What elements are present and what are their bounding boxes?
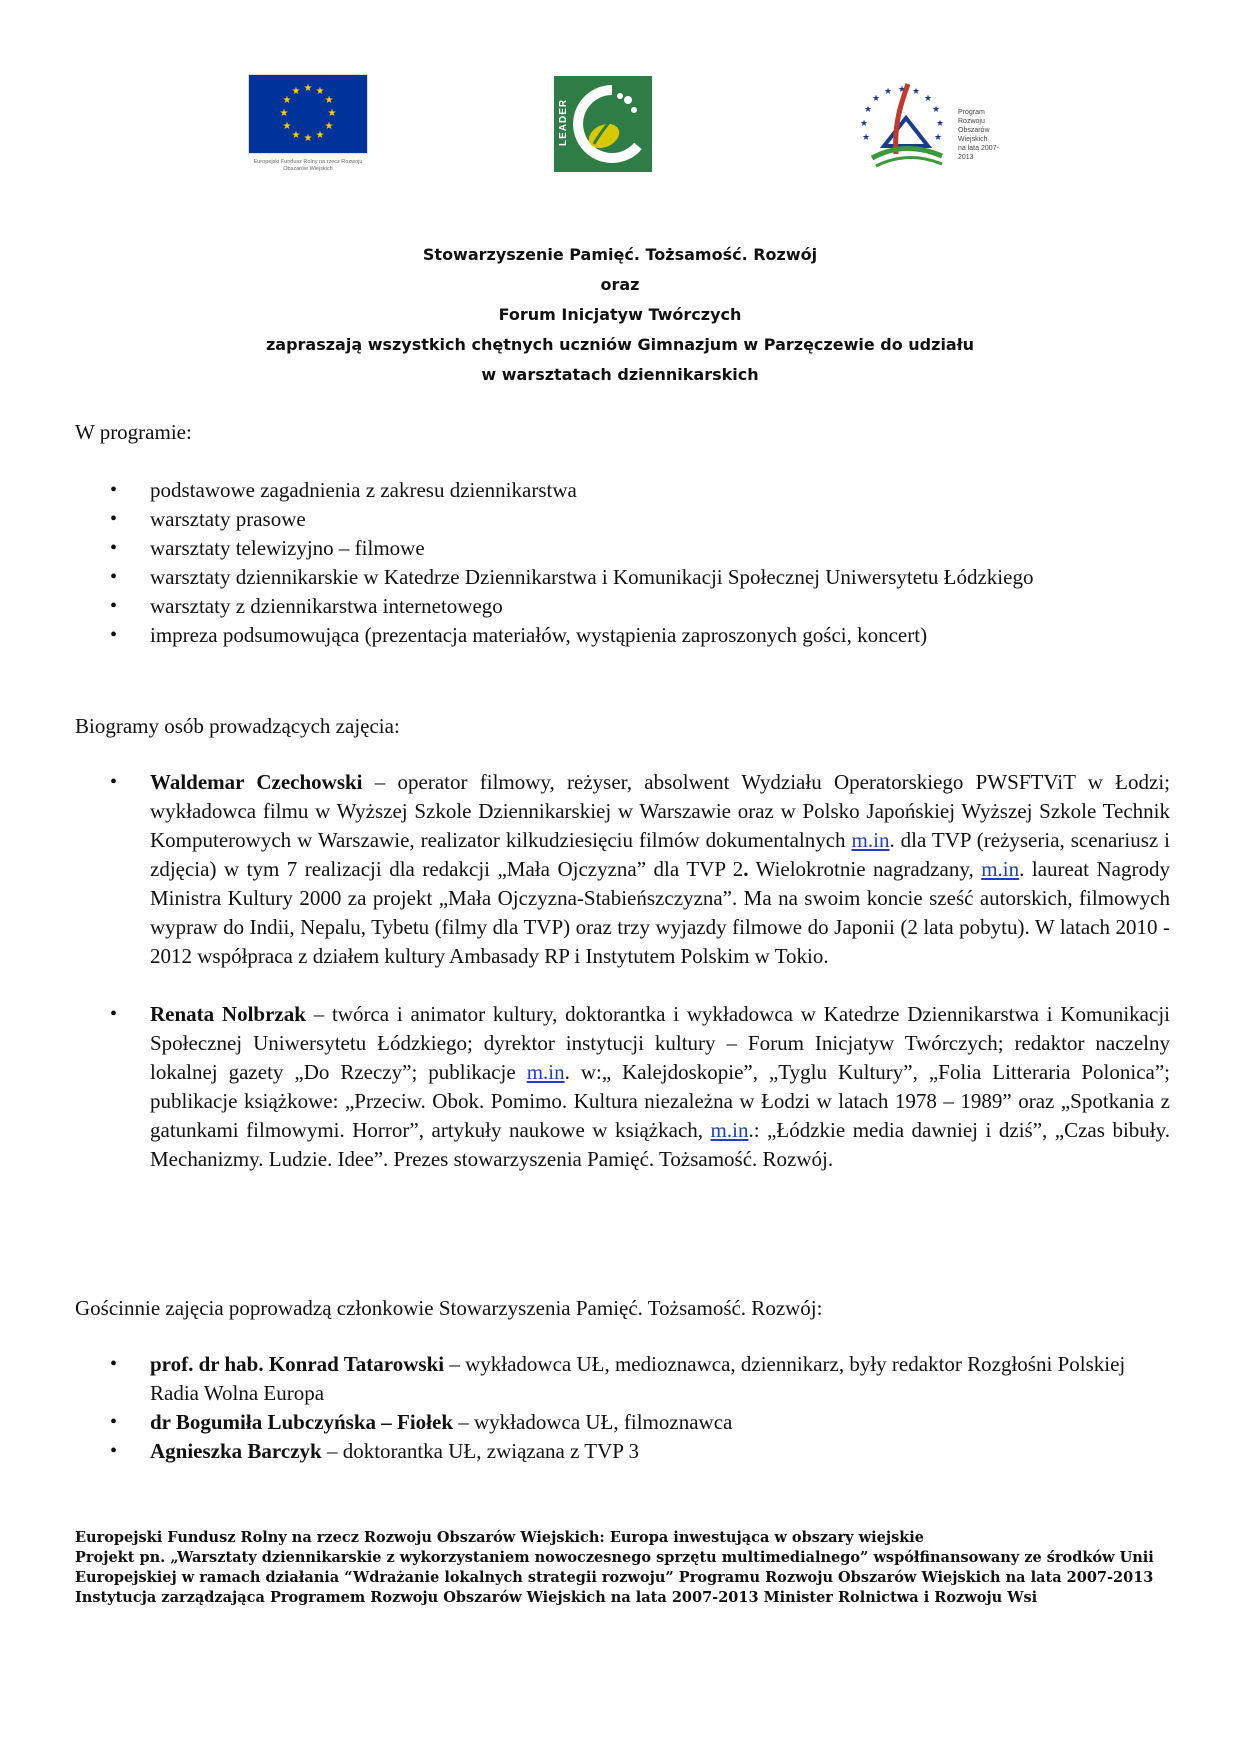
- funding-footer: [75, 1528, 1170, 1608]
- prow-caption-line: Rozwoju: [958, 118, 985, 125]
- svg-text:★: ★: [303, 83, 313, 94]
- bio-name: Renata Nolbrzak: [150, 1002, 306, 1026]
- bio-text: – operator filmowy, reżyser, absolwent Wydziału Operatorskiego PWSFTViT w Łodzi; wykładowca filmu w Wyższej Szkole Dziennikarskiej w Warszawie oraz w Polsko Japońskiej Wyższej Szkole Technik Komputerowych w Warszawie, realizator kilkudziesięciu filmów dokumentalnych: [150, 770, 1170, 852]
- header-organizer-1: Stowarzyszenie Pamięć. Tożsamość. Rozwój: [422, 245, 818, 264]
- list-item: • warsztaty telewizyjno – filmowe: [75, 534, 1170, 563]
- footer-line: Instytucja zarządzająca Programem Rozwoju Obszarów Wiejskich na lata 2007-2013 Minister Rolnictwa i Rozwoju Wsi: [75, 1589, 1038, 1606]
- prow-caption-line: Program: [958, 109, 985, 116]
- eu-logo: [248, 74, 368, 176]
- bio-nolbrzak: [75, 1000, 1170, 1174]
- prow-caption-line: na lata 2007-2013: [958, 145, 999, 161]
- bio-link[interactable]: m.in: [710, 1118, 749, 1142]
- svg-text:★: ★: [303, 133, 313, 144]
- bio-text: .: [743, 857, 749, 881]
- guest-item: [75, 1437, 1170, 1466]
- bio-text: – twórca i animator kultury, doktorantka i wykładowca w Katedrze Dziennikarstwa i Komunikacji Społecznej Uniwersytetu Łódzkiego; dyrektor instytucji kultury – Forum Inicjatyw Twórczych; redaktor naczelny lokalnej gazety „Do Rzeczy”; publikacje: [150, 1002, 1170, 1084]
- svg-text:★: ★: [324, 95, 334, 106]
- svg-text:★: ★: [282, 95, 292, 106]
- guest-name: prof. dr hab. Konrad Tatarowski: [150, 1352, 445, 1376]
- header-conjunction: oraz: [600, 275, 640, 294]
- invitation-header: [0, 240, 1240, 390]
- svg-text:★: ★: [897, 85, 907, 95]
- prow-caption-line: Wiejskich: [958, 136, 988, 143]
- programme-list: [75, 476, 1170, 650]
- guest-desc: – wykładowca UŁ, filmoznawca: [453, 1410, 733, 1434]
- bio-link[interactable]: m.in: [981, 857, 1020, 881]
- svg-text:★: ★: [859, 119, 869, 129]
- leader-emblem-icon: [554, 76, 652, 172]
- svg-text:★: ★: [931, 105, 941, 115]
- footer-line: Europejski Fundusz Rolny na rzecz Rozwoju Obszarów Wiejskich: Europa inwestująca w obszary wiejskie: [75, 1529, 925, 1546]
- list-item: • warsztaty z dziennikarstwa internetowego: [75, 592, 1170, 621]
- guests-list: [75, 1350, 1170, 1466]
- svg-text:★: ★: [315, 86, 325, 97]
- leader-logo: [554, 76, 652, 172]
- svg-text:★: ★: [327, 108, 337, 119]
- svg-text:★: ★: [291, 86, 301, 97]
- guest-name: dr Bogumiła Lubczyńska – Fiołek: [150, 1410, 454, 1434]
- header-organizer-2: Forum Inicjatyw Twórczych: [498, 305, 742, 324]
- guest-desc: – doktorantka UŁ, związana z TVP 3: [321, 1439, 639, 1463]
- svg-text:★: ★: [282, 121, 292, 132]
- svg-text:★: ★: [863, 105, 873, 115]
- eu-flag-icon: [248, 74, 368, 154]
- guest-name: Agnieszka Barczyk: [150, 1439, 322, 1463]
- svg-text:★: ★: [883, 87, 893, 97]
- prow-caption-line: Obszarów: [958, 127, 990, 134]
- svg-text:★: ★: [324, 121, 334, 132]
- header-event: w warsztatach dziennikarskich: [481, 365, 759, 384]
- bio-czechowski: [75, 768, 1170, 971]
- prow-logo: [850, 76, 1010, 174]
- header-invitation: zapraszają wszystkich chętnych uczniów Gimnazjum w Parzęczewie do udziału: [265, 335, 975, 354]
- svg-text:★: ★: [279, 108, 289, 119]
- bios-list: [75, 768, 1170, 1203]
- list-item: • warsztaty dziennikarskie w Katedrze Dziennikarstwa i Komunikacji Społecznej Uniwersytetu Łódzkiego: [75, 563, 1170, 592]
- bio-text: .: „Łódzkie media dawniej i dziś”, „Czas bibuły. Mechanizmy. Ludzie. Idee”. Prezes stowarzyszenia Pamięć. Tożsamość. Rozwój.: [150, 1118, 1170, 1171]
- guest-item: [75, 1408, 1170, 1437]
- bio-name: Waldemar Czechowski: [150, 770, 363, 794]
- svg-text:★: ★: [933, 133, 943, 143]
- guests-heading: Gościnnie zajęcia poprowadzą członkowie Stowarzyszenia Pamięć. Tożsamość. Rozwój:: [75, 1296, 823, 1320]
- svg-text:★: ★: [935, 119, 945, 129]
- bio-text: . w:„ Kalejdoskopie”, „Tyglu Kultury”, „Folia Litteraria Polonica”; publikacje książkowe: „Przeciw. Obok. Pomimo. Kultura niezależna w Łodzi w latach 1978 – 1989” oraz „Spotkania z gatunkami filmowymi. Horror”, artykuły naukowe w książkach,: [150, 1060, 1170, 1142]
- bio-text: . laureat Nagrody Ministra Kultury 2000 za projekt „Mała Ojczyzna-Stabieńszczyzna”. Ma na swoim koncie sześć autorskich, filmowych wypraw do Indii, Nepalu, Tybetu (filmy dla TVP) oraz trzy wyjazdy filmowe do Japonii (2 lata pobytu). W latach 2010 - 2012 współpraca z działem kultury Ambasady RP i Instytutem Polskim w Tokio.: [150, 857, 1170, 968]
- bio-link[interactable]: m.in: [851, 828, 890, 852]
- eu-stars-icon: [249, 75, 367, 153]
- svg-text:★: ★: [911, 87, 921, 97]
- list-item: • warsztaty prasowe: [75, 505, 1170, 534]
- guest-item: [75, 1350, 1170, 1408]
- prow-emblem-icon: [850, 76, 960, 174]
- svg-text:★: ★: [315, 130, 325, 141]
- eu-logo-caption: Europejski Fundusz Rolny na rzecz Rozwoju Obszarów Wiejskich: [253, 159, 363, 172]
- list-item: • podstawowe zagadnienia z zakresu dziennikarstwa: [75, 476, 1170, 505]
- svg-text:★: ★: [871, 94, 881, 104]
- leader-logo-text: LEADER: [558, 98, 569, 146]
- bio-text: . dla TVP (reżyseria, scenariusz i zdjęcia) w tym 7 realizacji dla redakcji „Mała Ojczyzna” dla TVP 2: [150, 828, 1170, 881]
- prow-logo-caption: [958, 108, 1010, 162]
- guest-desc: – wykładowca UŁ, medioznawca, dziennikarz, były redaktor Rozgłośni Polskiej Radia Wolna Europa: [150, 1352, 1126, 1405]
- bio-link[interactable]: m.in: [526, 1060, 565, 1084]
- bio-text: Wielokrotnie nagradzany,: [748, 857, 982, 881]
- svg-text:★: ★: [291, 130, 301, 141]
- footer-line: Projekt pn. „Warsztaty dziennikarskie z wykorzystaniem nowoczesnego sprzętu multimedialnego” współfinansowany ze środków Unii Europejskiej w ramach działania “Wdrażanie lokalnych strategii rozwoju” Programu Rozwoju Obszarów Wiejskich na lata 2007-2013: [75, 1549, 1154, 1586]
- programme-heading: W programie:: [75, 420, 192, 444]
- list-item: • impreza podsumowująca (prezentacja materiałów, wystąpienia zaproszonych gości, koncert): [75, 621, 1170, 650]
- svg-text:★: ★: [923, 94, 933, 104]
- svg-text:★: ★: [861, 133, 871, 143]
- bios-heading: Biogramy osób prowadzących zajęcia:: [75, 714, 400, 738]
